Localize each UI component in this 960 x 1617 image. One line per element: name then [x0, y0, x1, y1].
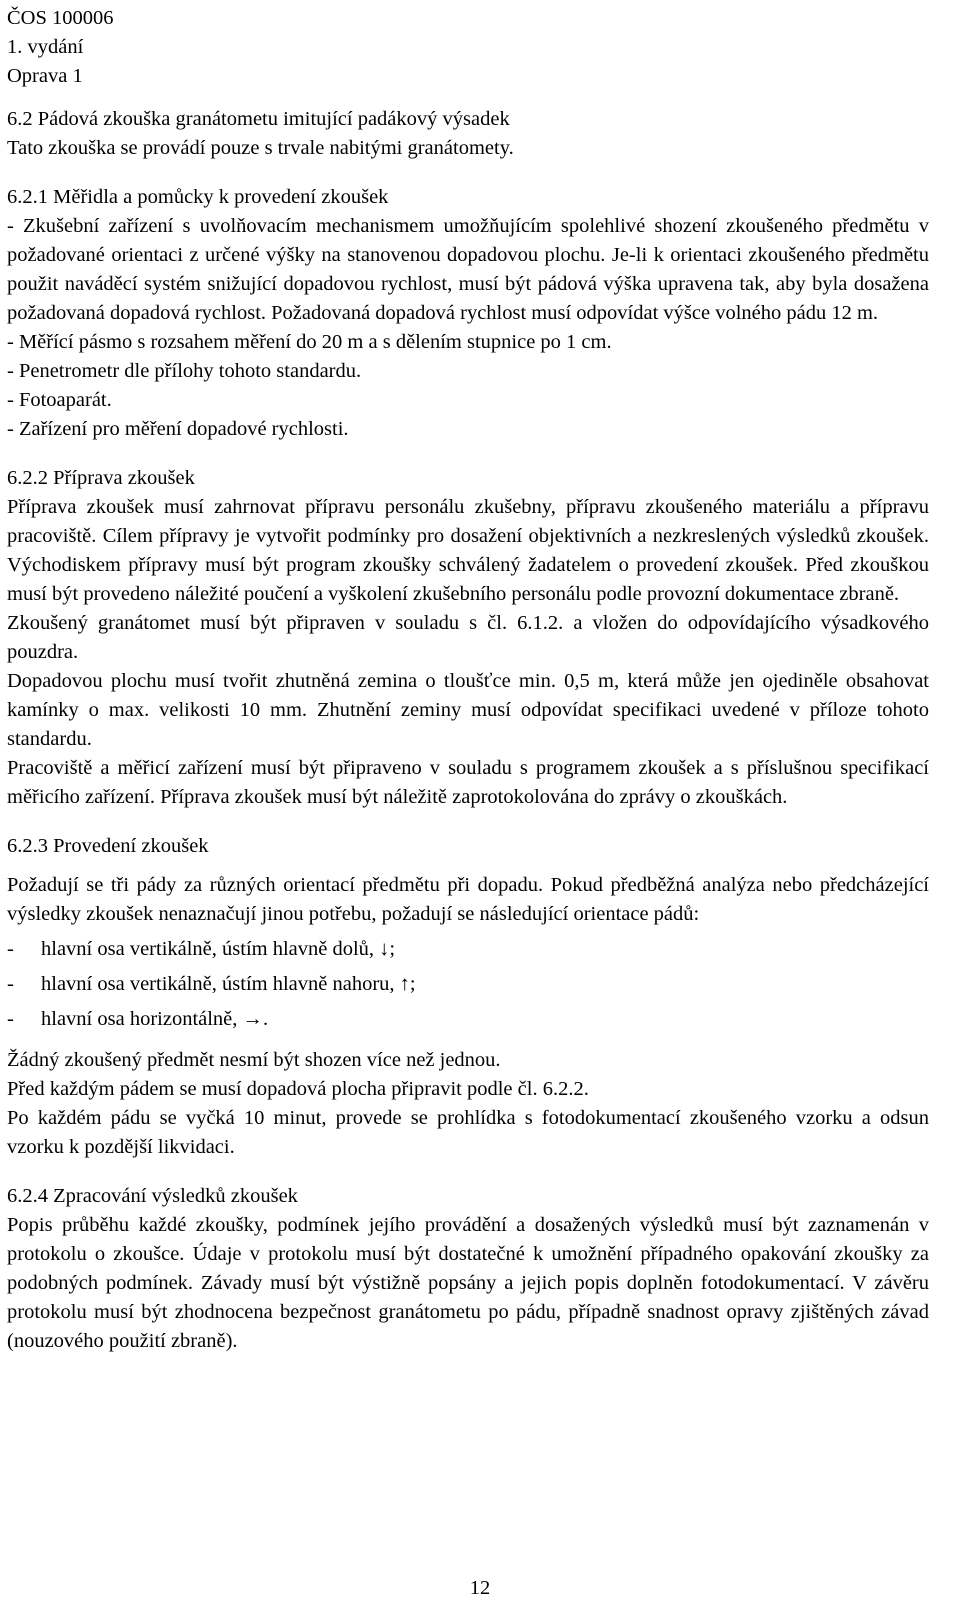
paragraph: Dopadovou plochu musí tvořit zhutněná zemina o tloušťce min. 0,5 m, která může jen ojediněle obsahovat kamínky o max. velikosti 10 mm. Zhutnění zeminy musí odpovídat specifikaci uvedené v příloze tohoto standardu. — [7, 670, 929, 750]
list-item: - Fotoaparát. — [7, 389, 112, 411]
section-6-2-4 — [7, 1182, 929, 1356]
paragraph: Po každém pádu se vyčká 10 minut, provede se prohlídka s fotodokumentací zkoušeného vzorku a odsun vzorku k pozdější likvidaci. — [7, 1107, 929, 1158]
list-item: - Zařízení pro měření dopadové rychlosti. — [7, 418, 349, 440]
standard-code: ČOS 100006 — [7, 7, 114, 29]
list-text: hlavní osa vertikálně, ústím hlavně nahoru, ↑; — [41, 973, 416, 995]
paragraph: Popis průběhu každé zkoušky, podmínek jejího provádění a dosažených výsledků musí být zaznamenán v protokolu o zkoušce. Údaje v protokolu musí být dostatečné k umožnění případného opakování zkoušky za podobných podmínek. Závady musí být výstižně popsány a jejich popis doplněn fotodokumentací. V závěru protokolu musí být zhodnocena bezpečnost granátometu po pádu, případně snadnost opravy zjištěných závad (nouzového použití zbraně). — [7, 1214, 929, 1352]
list-text: hlavní osa vertikálně, ústím hlavně dolů, ↓; — [41, 938, 396, 960]
section-heading: 6.2.2 Příprava zkoušek — [7, 467, 195, 489]
edition: 1. vydání — [7, 36, 84, 58]
section-heading: 6.2 Pádová zkouška granátometu imitující padákový výsadek — [7, 108, 510, 130]
paragraph: Před každým pádem se musí dopadová plocha připravit podle čl. 6.2.2. — [7, 1078, 589, 1100]
page-number: 12 — [469, 1577, 491, 1599]
section-heading: 6.2.3 Provedení zkoušek — [7, 835, 209, 857]
list-text: hlavní osa horizontálně, →. — [41, 1008, 269, 1030]
amendment: Oprava 1 — [7, 65, 83, 87]
orientation-item — [7, 935, 929, 964]
list-dash: - — [7, 1008, 14, 1030]
paragraph: Požadují se tři pády za různých orientací předmětu při dopadu. Pokud předběžná analýza nebo předcházející výsledky zkoušek nenaznačují jinou potřebu, požadují se následující orientace pádů: — [7, 874, 929, 925]
section-6-2-2 — [7, 464, 929, 812]
list-dash: - — [7, 973, 14, 995]
paragraph: - Zkušební zařízení s uvolňovacím mechanismem umožňujícím spolehlivé shození zkoušeného předmětu v požadované orientaci z určené výšky na stanovenou dopadovou plochu. Je-li k orientaci zkoušeného předmětu použit naváděcí systém snižující dopadovou rychlost, musí být pádová výška upravena tak, aby byla dosažena požadovaná dopadová rychlost. Požadovaná dopadová rychlost musí odpovídat výšce volného pádu 12 m. — [7, 215, 929, 324]
section-6-2-3 — [7, 832, 929, 1162]
section-heading: 6.2.1 Měřidla a pomůcky k provedení zkoušek — [7, 186, 389, 208]
section-intro: Tato zkouška se provádí pouze s trvale nabitými granátomety. — [7, 137, 514, 159]
list-dash: - — [7, 938, 14, 960]
paragraph: Zkoušený granátomet musí být připraven v souladu s čl. 6.1.2. a vložen do odpovídajícího výsadkového pouzdra. — [7, 612, 929, 663]
document-header — [7, 4, 929, 91]
orientation-item — [7, 970, 929, 999]
paragraph: Pracoviště a měřicí zařízení musí být připraveno v souladu s programem zkoušek a s příslušnou specifikací měřicího zařízení. Příprava zkoušek musí být náležitě zaprotokolována do zprávy o zkouškách. — [7, 757, 929, 808]
document-page — [7, 0, 929, 1356]
orientation-item — [7, 1005, 929, 1034]
paragraph: Příprava zkoušek musí zahrnovat přípravu personálu zkušebny, přípravu zkoušeného materiálu a přípravu pracoviště. Cílem přípravy je vytvořit podmínky pro dosažení objektivních a nezkreslených výsledků zkoušek. Východiskem přípravy musí být program zkoušky schválený žadatelem o provedení zkoušek. Před zkouškou musí být provedeno náležité poučení a vyškolení zkušebního personálu podle provozní dokumentace zbraně. — [7, 496, 929, 605]
section-heading: 6.2.4 Zpracování výsledků zkoušek — [7, 1185, 298, 1207]
section-6-2-1 — [7, 183, 929, 444]
list-item: - Měřící pásmo s rozsahem měření do 20 m a s dělením stupnice po 1 cm. — [7, 331, 612, 353]
section-6-2 — [7, 105, 929, 163]
paragraph: Žádný zkoušený předmět nesmí být shozen více než jednou. — [7, 1049, 501, 1071]
list-item: - Penetrometr dle přílohy tohoto standardu. — [7, 360, 362, 382]
